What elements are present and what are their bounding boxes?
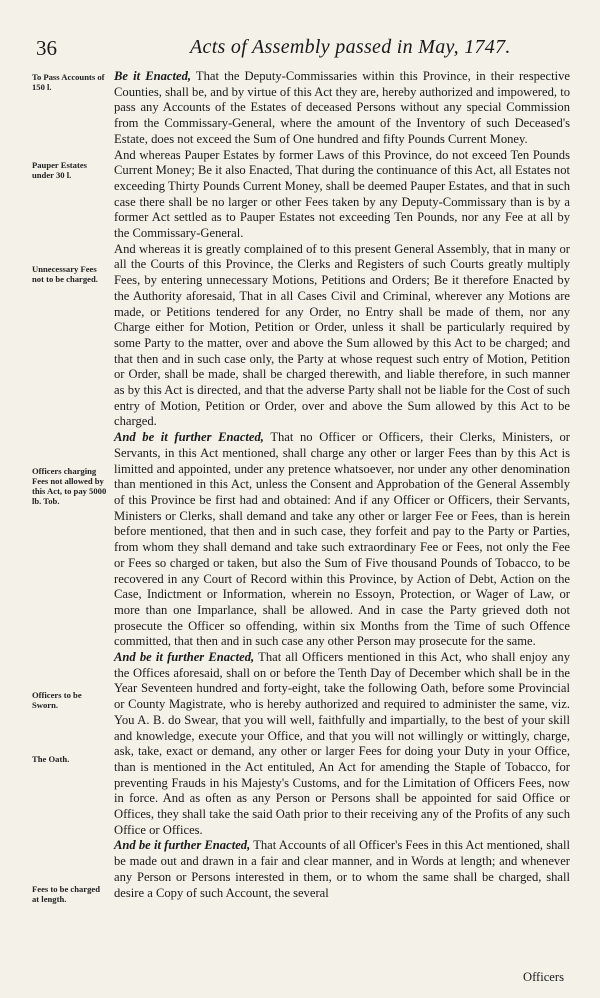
paragraph [114, 242, 570, 430]
paragraph [114, 838, 570, 901]
margin-note-sworn: Officers to be Sworn. [32, 690, 82, 710]
margin-note-officers-charging: Officers charging Fees not allowed by this Act, to pay 5000 lb. Tob. [32, 466, 107, 506]
paragraph-text: That all Officers mentioned in this Act, who shall enjoy any the Offices aforesaid, shall on or before the Tenth Day of December which shall be in the Year Seventeen hundred and forty-eight, take the following Oath, before some Provincial or County Magistrate, who is hereby authorized and required to administer the same, viz. You A. B. do Swear, that you will well, faithfully and impartially, to the best of your skill and knowledge, execute your Office, and that you will not willingly or wittingly, charge, ask, take, exact or demand, any other or larger Fees for doing your Duty in your Office, than is mentioned in the Act entituled, An Act for amending the Staple of Tobacco, for preventing Frauds in his Majesty's Customs, and for the Limitation of Officers Fees, now in force. And as often as any Person or Persons shall be appointed for said Office or Offices, they shall take the said Oath prior to their receiving any of the Profits of any such Office or Offices. [114, 650, 570, 837]
margin-note-pauper: Pauper Estates under 30 l. [32, 160, 87, 180]
margin-note-oath: The Oath. [32, 754, 70, 764]
catchword: Officers [522, 970, 564, 984]
act-body [114, 69, 570, 901]
paragraph [114, 69, 570, 148]
paragraph [114, 650, 570, 838]
paragraph-text: That the Deputy-Commissaries within this Province, in their respective Counties, shall be, and by virtue of this Act they are, hereby authorized and impowered, to pass any Accounts of the Estates of deceased Persons without any special Commission from the Commissary-General, where the amount of the Inventory of such Deceased's Estate, does not exceed the Sum of One hundred and fifty Pounds Current Money. [114, 69, 570, 146]
paragraph [114, 430, 570, 650]
page-header [0, 36, 600, 64]
paragraph-text: And whereas it is greatly complained of to this present General Assembly, that in many or all the Courts of this Province, the Clerks and Registers of such Courts greatly multiply Fees, by entering unnecessary Motions, Petitions and Orders; Be it therefore Enacted by the Authority aforesaid, That in all Cases Civil and Criminal, wherever any Motions are made, or Petitions tendered for any Order, no Entry shall be made of them, nor any Charge either for Motion, Petition or Order, unless it shall be particularly required by some Party to the matter, over and above the Sum allowed by this Act to be charged; and that then and in such case only, the Party at whose request such entry of Motion, Petition or Order, shall be made, shall be charged therewith, and liable therefore, in such manner as by this Act is directed, and that the adverse Party shall not be liable for the Cost of such entry of Motion, Petition or Order, over and above the Sum allowed by this Act to be charged. [114, 241, 570, 429]
paragraph-text: That no Officer or Officers, their Clerks, Ministers, or Servants, in this Act mentioned, shall charge any other or larger Fees than by this Act is limitted and appointed, under any pretence whatsoever, nor under any other denomination than mentioned in this Act, unless the Consent and Approbation of the General Assembly of this Province be first had and obtained: And if any Officer or Officers, their Servants, Ministers or Clerks, shall demand and take any other or larger Fee or Fees, than is herein before mentioned, that then and in such case, they forfeit and pay to the Party or Parties, from whom they shall demand and take such extraordinary Fee or Fees, not only the Fee or Fees so charged or taken, but also the Sum of Five thousand Pounds of Tobacco, to be recovered in any Court of Record within this Province, by Action of Debt, Action on the Case, Indictment or Information, wherein no Essoyn, Protection, or Wager of Law, or more than one Imparlance, shall be allowed. And in case the Party grieved doth not prosecute the Officer so offending, within six Months from the Time of such Offence committed, that then and in such case any other Person may prosecute for the same. [114, 430, 570, 649]
paragraph-lead: And be it further Enacted, [114, 430, 264, 445]
paragraph-text: And whereas Pauper Estates by former Laws of this Province, do not exceed Ten Pounds Current Money; Be it also Enacted, That during the continuance of this Act, all Estates not exceeding Thirty Pounds Current Money, shall be deemed Pauper Estates, and that in such case there shall be no larger or other Fees taken by any Deputy-Commissary than is by a former Act settled as to Pauper Estates not exceeding Ten Pounds, nor any Fee at all by the Commissary-General. [114, 147, 570, 241]
margin-note-accounts: To Pass Accounts of 150 l. [32, 72, 105, 92]
paragraph [114, 148, 570, 242]
paragraph-lead: And be it further Enacted, [114, 650, 255, 665]
running-head: Acts of Assembly passed in May, 1747. [190, 36, 511, 58]
paragraph-text: That Accounts of all Officer's Fees in this Act mentioned, shall be made out and drawn in a fair and clear manner, and in Words at length; and whenever any Person or Persons interested in them, or to whom the same shall be charged, shall desire a Copy of such Account, the several [114, 838, 570, 900]
margin-note-unnecessary-fees: Unnecessary Fees not to be charged. [32, 264, 98, 284]
paragraph-lead: And be it further Enacted, [114, 838, 251, 853]
page-number: 36 [36, 36, 57, 60]
paragraph-lead: Be it Enacted, [114, 69, 192, 83]
margin-note-fees-length: Fees to be charged at length. [32, 884, 101, 904]
